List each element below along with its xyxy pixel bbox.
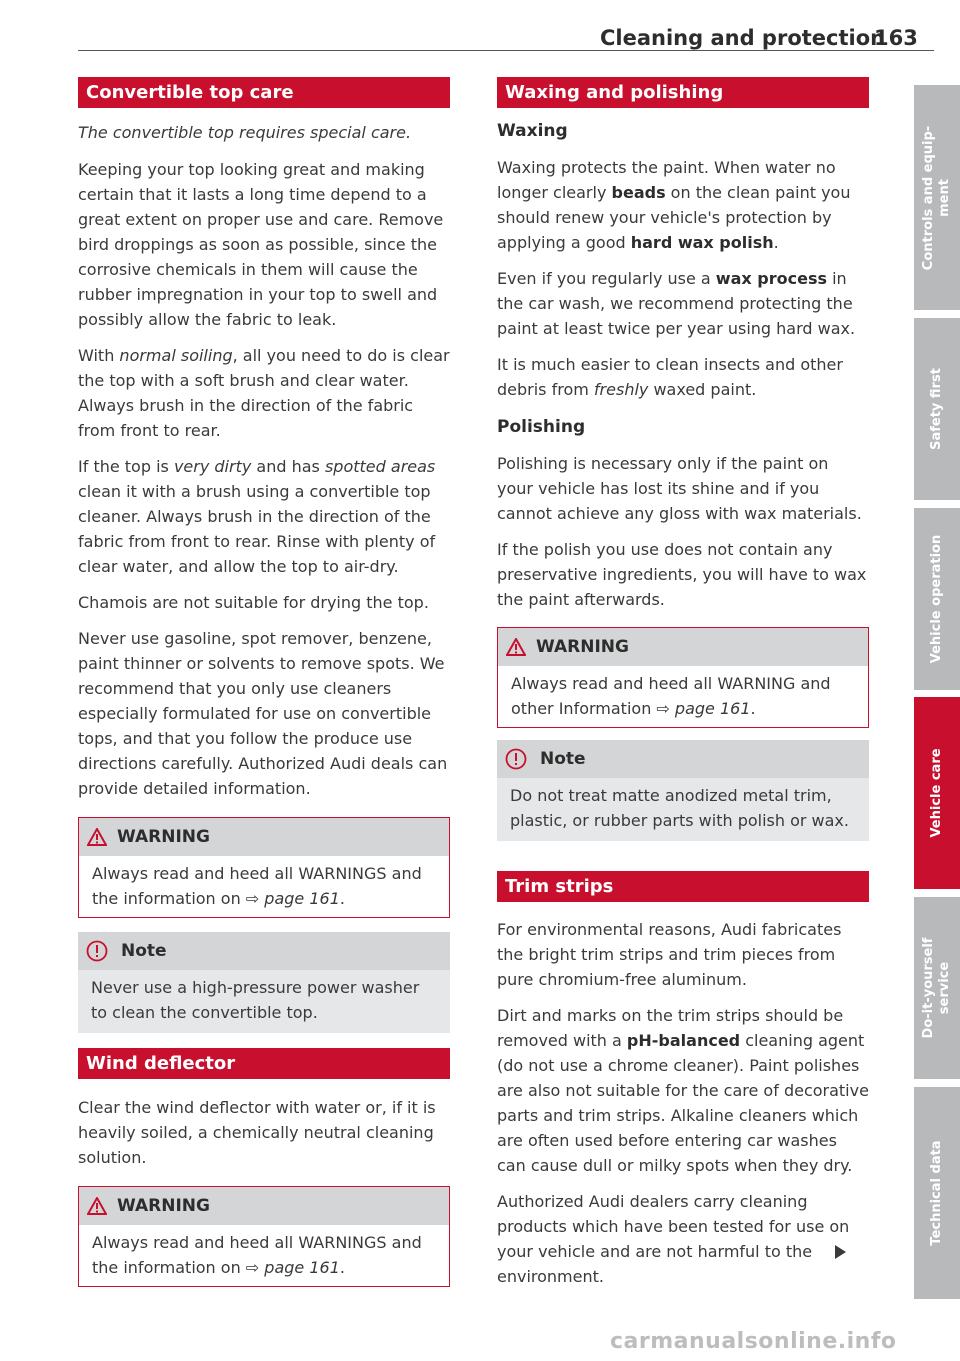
header-rule: [78, 50, 934, 51]
watermark: carmanualsonline.info: [610, 1329, 897, 1354]
paragraph: Clear the wind deflector with water or, if it is heavily soiled, a chemically neutral cleaning solution.: [78, 1098, 436, 1167]
paragraph: It is much easier to clean insects and other debris from freshly waxed paint.: [497, 355, 843, 399]
note-text: Never use a high-pressure power washer to clean the convertible top.: [91, 978, 420, 1022]
running-title: Cleaning and protection: [600, 26, 886, 50]
tab-technical-data[interactable]: Technical data: [914, 1087, 960, 1299]
warning-box: [497, 627, 869, 728]
paragraph: If the polish you use does not contain any preservative ingredients, you will have to wax the paint afterwards.: [497, 540, 867, 609]
section-title-convertible: Convertible top care: [78, 77, 450, 108]
warning-icon: [506, 638, 526, 656]
paragraph: Polishing is necessary only if the paint on your vehicle has lost its shine and if you cannot achieve any gloss with wax materials.: [497, 454, 862, 523]
paragraph: Never use gasoline, spot remover, benzene, paint thinner or solvents to remove spots. We recommend that you only use cleaners especially formulated for use on convertible tops, and that you follow the produce use directions carefully. Authorized Audi deals can provide detailed information.: [78, 629, 448, 798]
warning-text: Always read and heed all WARNINGS and the information on ⇨ page 161.: [92, 1233, 422, 1277]
section-title-wind-deflector: Wind deflector: [78, 1048, 450, 1079]
continue-arrow-icon: [835, 1245, 846, 1259]
paragraph: Waxing protects the paint. When water no longer clearly beads on the clean paint you should renew your vehicle's protection by applying a good hard wax polish.: [497, 158, 851, 252]
note-box: [497, 740, 869, 841]
note-title: Note: [540, 749, 586, 769]
note-text: Do not treat matte anodized metal trim, plastic, or rubber parts with polish or wax.: [510, 786, 849, 830]
warning-icon: [87, 1197, 107, 1215]
tab-do-it-yourself-service[interactable]: Do-it-yourself service: [914, 897, 960, 1079]
note-header: [497, 740, 869, 778]
warning-title: WARNING: [117, 1196, 210, 1216]
section-subtitle: The convertible top requires special care.: [78, 123, 412, 142]
paragraph: Even if you regularly use a wax process in the car wash, we recommend protecting the paint at least twice per year using hard wax.: [497, 269, 856, 338]
warning-box: [78, 817, 450, 918]
warning-text: Always read and heed all WARNING and other Information ⇨ page 161.: [511, 674, 831, 718]
tab-safety-first[interactable]: Safety first: [914, 318, 960, 500]
note-header: [78, 932, 450, 970]
paragraph: Authorized Audi dealers carry cleaning products which have been tested for use on your vehicle and are not harmful to the environment.: [497, 1192, 850, 1286]
warning-icon: [87, 828, 107, 846]
right-column: [497, 77, 869, 1289]
page-reference-link[interactable]: ⇨ page 161: [656, 699, 751, 718]
warning-box: [78, 1186, 450, 1287]
paragraph: For environmental reasons, Audi fabricates the bright trim strips and trim pieces from pure chromium-free aluminum.: [497, 920, 842, 989]
warning-header: [79, 1187, 449, 1225]
page-number: 163: [874, 26, 918, 50]
tab-vehicle-operation[interactable]: Vehicle operation: [914, 508, 960, 690]
paragraph: If the top is very dirty and has spotted areas clean it with a brush using a convertible top cleaner. Always brush in the direction of the fabric from front to rear. Rinse with plenty of clear water, and allow the top to air-dry.: [78, 457, 436, 576]
note-box: [78, 932, 450, 1033]
page-reference-link[interactable]: ⇨ page 161: [245, 889, 340, 908]
tab-controls-and-equipment[interactable]: Controls and equip- ment: [914, 85, 960, 310]
page-reference-link[interactable]: ⇨ page 161: [245, 1258, 340, 1277]
warning-header: [498, 628, 868, 666]
warning-text: Always read and heed all WARNINGS and the information on ⇨ page 161.: [92, 864, 422, 908]
note-icon: [505, 748, 527, 770]
paragraph: Dirt and marks on the trim strips should be removed with a pH-balanced cleaning agent (do not use a chrome cleaner). Paint polishes are also not suitable for the care of decorative parts and trim strips. Alkaline cleaners which are often used before entering car washes can cause dull or milky spots when they dry.: [497, 1006, 869, 1175]
warning-title: WARNING: [117, 827, 210, 847]
paragraph: With normal soiling, all you need to do is clear the top with a soft brush and clear water. Always brush in the direction of the fabric from front to rear.: [78, 346, 450, 440]
section-title-trim-strips: Trim strips: [497, 871, 869, 902]
warning-title: WARNING: [536, 637, 629, 657]
paragraph: Keeping your top looking great and making certain that it lasts a long time depend to a great extent on proper use and care. Remove bird droppings as soon as possible, since the corrosive chemicals in them will cause the rubber impregnation in your top to swell and possibly allow the fabric to leak.: [78, 160, 444, 329]
subheading-waxing: Waxing: [497, 121, 568, 141]
paragraph: Chamois are not suitable for drying the top.: [78, 593, 429, 612]
section-title-waxing-polishing: Waxing and polishing: [497, 77, 869, 108]
left-column: [78, 77, 450, 1287]
tab-vehicle-care[interactable]: Vehicle care: [914, 697, 960, 889]
note-icon: [86, 940, 108, 962]
note-title: Note: [121, 941, 167, 961]
subheading-polishing: Polishing: [497, 417, 586, 437]
warning-header: [79, 818, 449, 856]
